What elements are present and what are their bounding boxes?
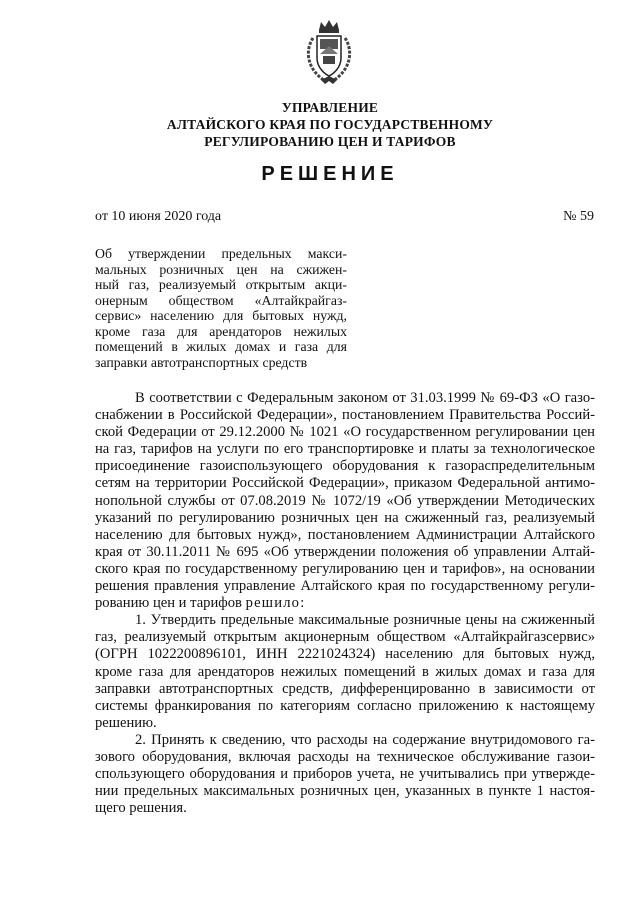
document-number: № 59 (563, 209, 594, 224)
body-line: 1. Утвердить предельные максимальные розничные цены на сжиженный (135, 612, 595, 629)
subject-line: мальных розничных цен на сжижен- (95, 261, 347, 277)
body-line: В соответствии с Федеральным законом от 31.03.1999 № 69-ФЗ «О газо- (135, 390, 595, 406)
org-line-3: РЕГУЛИРОВАНИЮ ЦЕН И ТАРИФОВ (204, 134, 456, 149)
body-line: населению для бытовых нужд», постановлением Администрации Алтайского (95, 526, 595, 543)
body-line-colon: : (300, 595, 305, 612)
body-line: указаний по регулированию розничных цен на сжиженный газ, реализуемый (95, 509, 595, 526)
subject-line: кроме газа для арендаторов нежилых (95, 323, 347, 339)
body-line: нопольной службы от 07.08.2019 № 1072/19 «Об утверждении Методических (95, 492, 595, 509)
body-line: снабжении в Российской Федерации», постановлением Правительства Россий- (95, 407, 595, 424)
body-line: газ, реализуемый открытым акционерным обществом «Алтайкрайгазсервис» (95, 629, 595, 646)
body-line-text: рованию цен и тарифов (95, 595, 246, 612)
body-line: спользующего оборудования и приборов учета, не учитывались при утвержде- (95, 766, 595, 783)
organization-name (120, 99, 540, 150)
body-line: присоединение газоиспользующего оборудования к газораспределительным (95, 458, 595, 475)
body-line: заправки автотранспортных средств, дифференцированно в зависимости от (95, 680, 595, 697)
subject-line: сервис» населению для бытовых нужд, (95, 308, 347, 323)
body-line: решения правления управление Алтайского края по государственному регули- (95, 578, 595, 595)
clause-1-paragraph (95, 612, 595, 732)
body-line: нии предельных максимальных розничных цен, указанных в пункте 1 настоя- (95, 783, 595, 800)
preamble-paragraph (95, 390, 595, 612)
org-line-1: УПРАВЛЕНИЕ (281, 100, 379, 115)
subject-line: заправки автотранспортных средств (95, 354, 308, 370)
document-date: от 10 июня 2020 года (95, 209, 222, 224)
decision-word: решило (245, 595, 301, 612)
body-line: кроме газа для арендаторов нежилых помещений в жилых домах и газа для (95, 663, 595, 680)
body-line: зового оборудования, включая расходы на техническое обслуживание газои- (95, 748, 595, 765)
body-line: системы франкирования по категориям согласно приложению к настоящему (95, 697, 595, 714)
document-title: РЕШЕНИЕ (261, 163, 399, 185)
body-line: сетям на территории Российской Федерации», приказом Федеральной антимо- (95, 475, 595, 492)
org-line-2: АЛТАЙСКОГО КРАЯ ПО ГОСУДАРСТВЕННОМУ (166, 117, 494, 132)
clause-2-paragraph (95, 732, 595, 817)
body-line: 2. Принять к сведению, что расходы на содержание внутридомового га- (135, 731, 595, 748)
body-line (95, 595, 595, 612)
coat-of-arms-emblem (303, 18, 355, 88)
body-line: ской Федерации от 29.12.2000 № 1021 «О государственном регулировании цен (95, 424, 595, 441)
body-line: ского края по государственному регулированию цен и тарифов», на основании (95, 560, 595, 577)
document-subject (95, 246, 347, 370)
body-line: (ОГРН 1022200896101, ИНН 2221024324) населению для бытовых нужд, (95, 646, 595, 663)
subject-line: помещений в жилых домах и газа для (95, 339, 347, 354)
subject-line: онерным обществом «Алтайкрайгаз- (95, 292, 347, 308)
subject-line: ный газ, реализуемый открытым акци- (95, 277, 347, 292)
body-line: на газ, тарифов на услуги по его транспортировке и платы за технологическое (95, 441, 595, 458)
body-line: края от 30.11.2011 № 695 «Об утверждении положения об управлении Алтай- (95, 543, 595, 560)
subject-line: Об утверждении предельных макси- (95, 246, 347, 261)
body-line: щего решения. (95, 800, 187, 817)
body-line: решению. (95, 714, 157, 731)
document-body (95, 390, 595, 817)
